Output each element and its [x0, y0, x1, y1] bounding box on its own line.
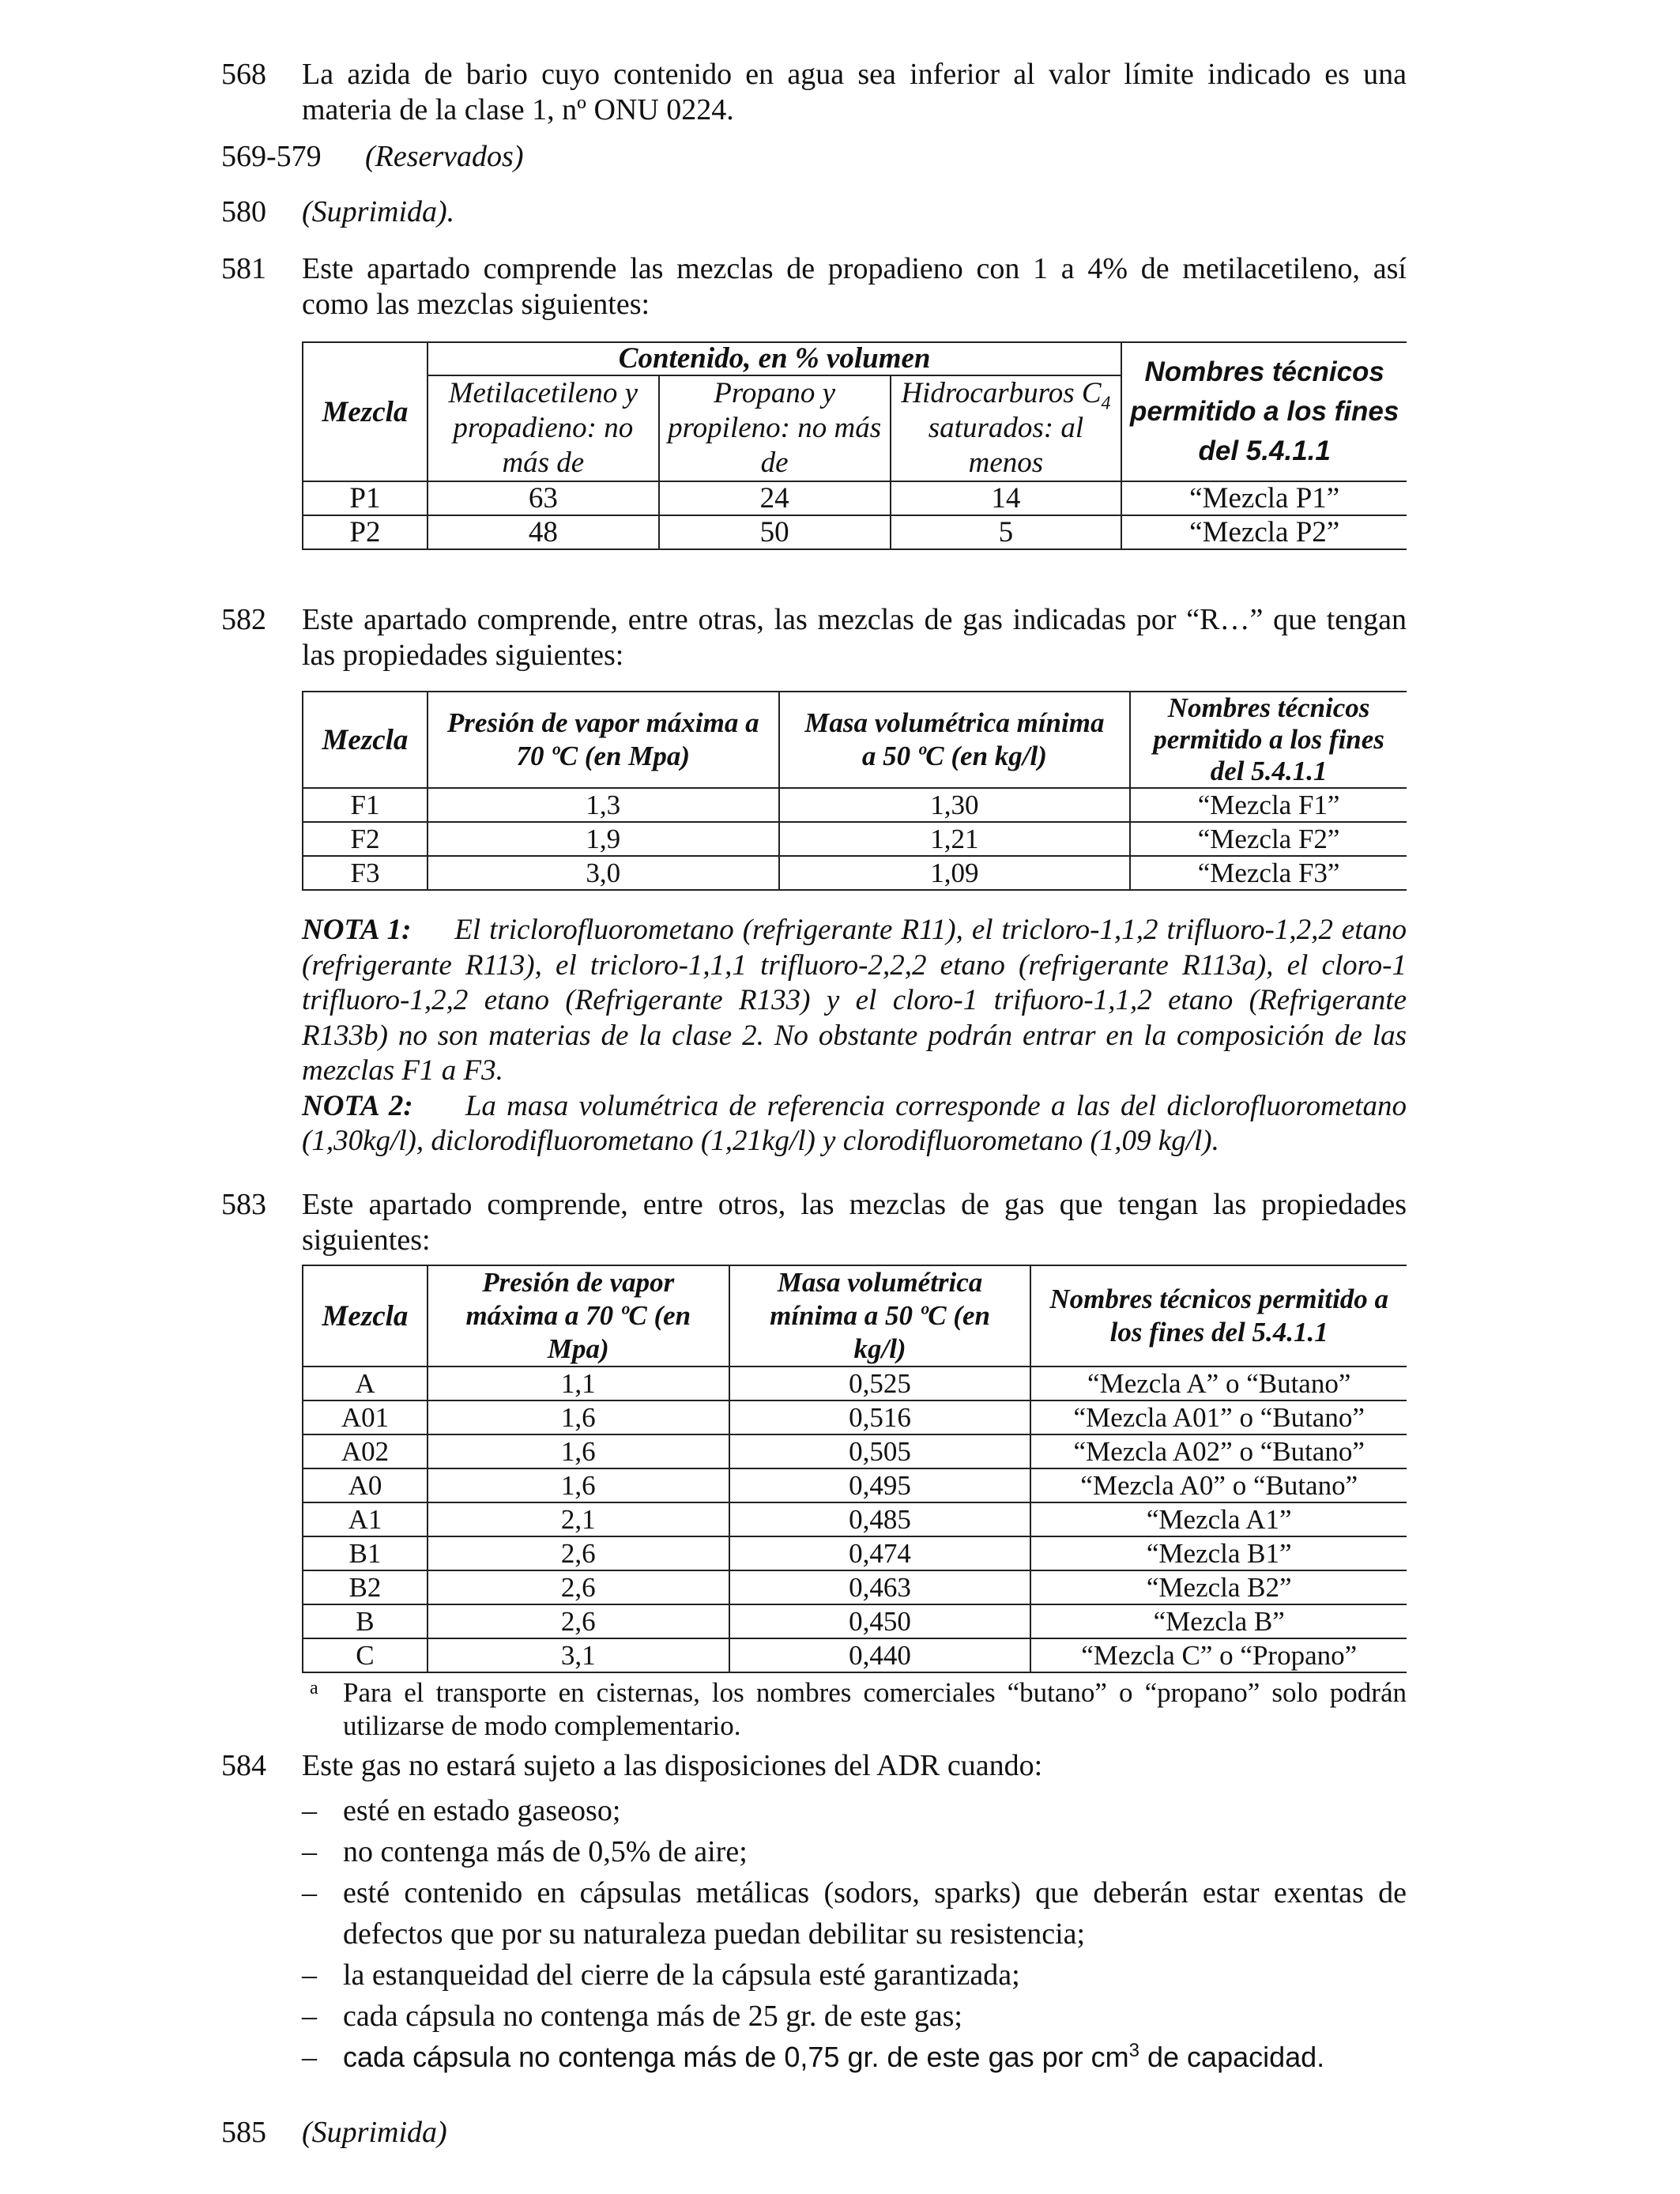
section-text: La azida de bario cuyo contenido en agua sea inferior al valor límite indicado es una materia de la clase 1, nº ONU 0224. — [302, 58, 1407, 126]
table-row: A 1,1 0,525 “Mezcla A” o “Butano” — [303, 1367, 1407, 1400]
header-contenido: Contenido, en % volumen — [428, 342, 1121, 375]
table-row: B2 2,6 0,463 “Mezcla B2” — [303, 1570, 1407, 1604]
header-mezcla: Mezcla — [303, 342, 428, 481]
table-row: C 3,1 0,440 “Mezcla C” o “Propano” — [303, 1638, 1407, 1672]
section-number: 582 — [221, 603, 266, 636]
header-mezcla: Mezcla — [303, 1265, 428, 1367]
section-number: 583 — [221, 1188, 266, 1221]
list-item: – no contenga más de 0,5% de aire; — [302, 1835, 748, 1868]
table-row: P1 63 24 14 “Mezcla P1” — [303, 481, 1407, 515]
header-nombres: Nombres técnicos permitido a los fines del 5.4.1.1 — [1030, 1265, 1407, 1367]
table-row: F1 1,3 1,30 “Mezcla F1” — [303, 788, 1407, 822]
section-text: Este apartado comprende, entre otros, las mezclas de gas que tengan las propiedades siguientes: — [302, 1188, 1407, 1257]
section-text: Este gas no estará sujeto a las disposiciones del ADR cuando: – esté en estado gaseoso; – no contenga más de 0,5% de aire; – esté contenido en cápsulas metálicas (sodors, sparks) que deberán estar exentas de defectos que por su naturaleza puedan debilitar su resistencia; – la estanqueidad del cierre de la cápsula esté garantizada; – cada cápsula no contenga más de 25 gr. de este gas; – cada cápsula no contenga más de 0,75 gr. de este gas por $cm^3$ de capacidad. — [302, 1748, 1407, 2078]
list-item: – esté contenido en cápsulas metálicas (sodors, sparks) que deberán estar exentas de defectos que por su naturaleza puedan debilitar su resistencia; — [302, 1876, 1407, 1951]
section-581 — [221, 251, 1407, 322]
table-581 — [302, 341, 1407, 550]
header-propano: Propano y propileno: no más de — [659, 375, 891, 481]
table-row: A1 2,1 0,485 “Mezcla A1” — [303, 1502, 1407, 1536]
header-metilacetileno: Metilacetileno y propadieno: no más de — [428, 375, 659, 481]
section-number: 581 — [221, 252, 266, 285]
header-nombres: Nombres técnicos permitido a los fines del 5.4.1.1 — [1130, 692, 1407, 788]
section-number: 568 — [221, 58, 266, 91]
header-hidrocarburos: Hidrocarburos $C_4$ saturados: al menos — [891, 375, 1122, 481]
section-text: Este apartado comprende las mezclas de propadieno con 1 a 4% de metilacetileno, así como las mezclas siguientes: — [302, 252, 1407, 321]
header-presion: Presión de vapor máxima a 70 ºC (en Mpa) — [428, 1265, 729, 1367]
section-number: 584 — [221, 1749, 266, 1782]
table-row: P2 48 50 5 “Mezcla P2” — [303, 515, 1407, 549]
section-584 — [221, 1748, 1407, 2078]
table-row: B 2,6 0,450 “Mezcla B” — [303, 1604, 1407, 1638]
section-number: 585 — [221, 2116, 266, 2149]
table-582 — [302, 691, 1407, 891]
table-row: A02 1,6 0,505 “Mezcla A02” o “Butano” — [303, 1434, 1407, 1468]
section-569-579 — [221, 139, 1407, 175]
section-568 — [221, 57, 1407, 128]
nota-1: NOTA 1: El triclorofluorometano (refrigerante R11), el tricloro-1,1,2 trifluoro-1,2,2 etano (refrigerante R113), el tricloro-1,1,1 trifluoro-2,2,2 etano (refrigerante R113a), el cloro-1 trifluoro-1,2,2 etano (Refrigerante R133) y el cloro-1 trifuoro-1,1,2 etano (Refrigerante R133b) no son materias de la clase 2. No obstante podrán entrar en la composición de las mezclas F1 a F3. — [302, 914, 1407, 1087]
nota-2: NOTA 2: La masa volumétrica de referencia corresponde a las del diclorofluorometano (1,30kg/l), diclorodifluorometano (1,21kg/l) y clorodifluorometano (1,09 kg/l). — [302, 1089, 1407, 1157]
section-text: (Reservados) — [365, 140, 524, 173]
header-masa: Masa volumétrica mínima a 50 ºC (en kg/l) — [779, 692, 1131, 788]
section-text: (Suprimida) — [302, 2116, 447, 2149]
section-580 — [221, 194, 1407, 230]
section-number: 569-579 — [221, 140, 322, 173]
section-582 — [221, 602, 1407, 673]
table-row: F2 1,9 1,21 “Mezcla F2” — [303, 822, 1407, 856]
table-row: F3 3,0 1,09 “Mezcla F3” — [303, 856, 1407, 890]
header-nombres: Nombres técnicos permitido a los fines del 5.4.1.1 — [1121, 342, 1407, 481]
header-mezcla: Mezcla — [303, 692, 428, 788]
table-row: B1 2,6 0,474 “Mezcla B1” — [303, 1536, 1407, 1570]
header-presion: Presión de vapor máxima a 70 ºC (en Mpa) — [428, 692, 779, 788]
table-row: A01 1,6 0,516 “Mezcla A01” o “Butano” — [303, 1400, 1407, 1434]
section-585 — [221, 2115, 1407, 2151]
header-masa: Masa volumétrica mínima a 50 ºC (en kg/l) — [729, 1265, 1031, 1367]
table-583 — [302, 1265, 1407, 1743]
section-number: 580 — [221, 195, 266, 228]
table-row: A0 1,6 0,495 “Mezcla A0” o “Butano” — [303, 1468, 1407, 1502]
notes-582 — [302, 913, 1407, 1159]
section-583 — [221, 1187, 1407, 1258]
condition-list — [302, 1790, 1407, 2078]
section-text: Este apartado comprende, entre otras, las mezclas de gas indicadas por “R…” que tengan las propiedades siguientes: — [302, 603, 1407, 672]
list-item: – esté en estado gaseoso; — [302, 1794, 621, 1827]
list-item: – cada cápsula no contenga más de 25 gr. de este gas; — [302, 2000, 962, 2033]
section-text: (Suprimida). — [302, 195, 455, 228]
list-item: – la estanqueidad del cierre de la cápsula esté garantizada; — [302, 1958, 1020, 1992]
footnote-a: a Para el transporte en cisternas, los nombres comerciales “butano” o “propano” solo podrán utilizarse de modo complementario. — [310, 1677, 1407, 1741]
list-item: – cada cápsula no contenga más de 0,75 gr. de este gas por $cm^3$ de capacidad. — [302, 2040, 1325, 2074]
